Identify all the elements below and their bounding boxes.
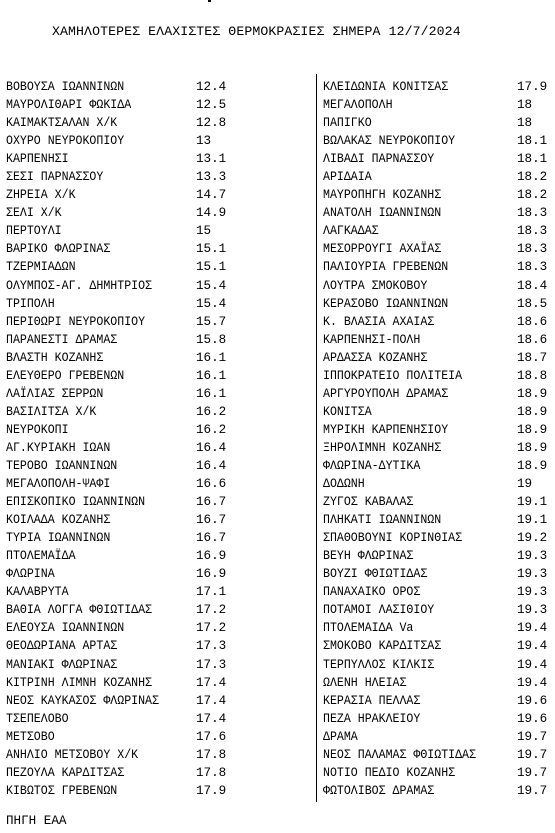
station-temperature: 18.3 — [517, 224, 548, 239]
station-name: ΠΑΡΑΝΕΣΤΙ ΔΡΑΜΑΣ — [6, 332, 118, 347]
station-row — [6, 240, 310, 258]
station-row — [323, 168, 553, 186]
station-row — [6, 258, 310, 276]
station-row — [6, 746, 310, 764]
station-row — [6, 637, 310, 655]
station-row — [6, 132, 310, 150]
station-temperature: 19.1 — [517, 513, 548, 528]
station-row — [323, 186, 553, 204]
station-temperature: 17.2 — [196, 603, 227, 618]
station-temperature: 18.6 — [517, 332, 548, 347]
station-temperature: 17.9 — [517, 80, 548, 94]
station-row — [323, 150, 553, 168]
station-row — [6, 782, 310, 800]
station-row — [323, 439, 553, 457]
station-row — [323, 710, 553, 728]
station-name: ΩΛΕΝΗ ΗΛΕΙΑΣ — [323, 675, 407, 690]
station-row — [6, 493, 310, 511]
station-temperature: 16.7 — [196, 513, 227, 528]
station-name: ΠΑΝΑΧΑΙΚΟ ΟΡΟΣ — [323, 585, 421, 600]
station-row — [6, 367, 310, 385]
station-row — [323, 240, 553, 258]
station-name: ΒΑΘΙΑ ΛΟΓΓΑ ΦΘΙΩΤΙΔΑΣ — [6, 603, 153, 618]
station-name: ΠΑΛΙΟΥΡΙΑ ΓΡΕΒΕΝΩΝ — [323, 260, 449, 275]
station-name: ΚΑΛΑΒΡΥΤΑ — [6, 585, 69, 600]
station-name: ΑΡΔΑΣΣΑ ΚΟΖΑΝΗΣ — [323, 350, 428, 365]
station-name: ΜΑΥΡΟΛΙΘΑΡΙ ΦΩΚΙΔΑ — [6, 98, 132, 113]
station-name: ΚΑΡΠΕΝΗΣΙ-ΠΟΛΗ — [323, 332, 421, 347]
station-temperature: 19 — [517, 477, 533, 492]
station-temperature: 15.1 — [196, 242, 227, 257]
station-temperature: 15.7 — [196, 314, 227, 329]
station-name: ΛΑΪΛΙΑΣ ΣΕΡΡΩΝ — [6, 386, 104, 401]
station-temperature: 13.1 — [196, 152, 227, 167]
station-name: ΔΟΔΩΝΗ — [323, 477, 365, 492]
station-name: ΚΙΤΡΙΝΗ ΛΙΜΝΗ ΚΟΖΑΝΗΣ — [6, 675, 153, 690]
station-temperature: 16.1 — [196, 386, 227, 401]
station-row — [323, 349, 553, 367]
station-temperature: 14.7 — [196, 188, 227, 203]
station-temperature: 19.6 — [517, 711, 548, 726]
station-row — [323, 367, 553, 385]
station-name: ΒΕΥΗ ΦΛΩΡΙΝΑΣ — [323, 549, 414, 564]
station-name: ΕΠΙΣΚΟΠΙΚΟ ΙΩΑΝΝΙΝΩΝ — [6, 495, 146, 510]
station-temperature: 19.4 — [517, 621, 548, 636]
station-temperature: 18.2 — [517, 188, 548, 203]
station-row — [323, 493, 553, 511]
station-row — [323, 475, 553, 493]
station-row — [6, 728, 310, 746]
station-row — [6, 601, 310, 619]
station-temperature: 15.4 — [196, 278, 227, 293]
right-station-list — [323, 78, 553, 800]
station-row — [6, 403, 310, 421]
station-row — [6, 186, 310, 204]
station-name: ΔΡΑΜΑ — [323, 729, 358, 744]
station-name: ΤΣΕΠΕΛΟΒΟ — [6, 711, 69, 726]
station-row — [323, 258, 553, 276]
station-row — [6, 313, 310, 331]
station-row — [323, 746, 553, 764]
station-name: ΖΗΡΕΙΑ Χ/Κ — [6, 188, 76, 203]
station-row — [6, 277, 310, 295]
station-name: ΒΩΛΑΚΑΣ ΝΕΥΡΟΚΟΠΙΟΥ — [323, 134, 456, 149]
station-name: ΠΟΤΑΜΟΙ ΛΑΣΙΘΙΟΥ — [323, 603, 435, 618]
station-name: ΚΟΙΛΑΔΑ ΚΟΖΑΝΗΣ — [6, 513, 111, 528]
station-row — [6, 204, 310, 222]
station-name: ΚΕΡΑΣΙΑ ΠΕΛΛΑΣ — [323, 693, 421, 708]
station-name: ΑΝΑΤΟΛΗ ΙΩΑΝΝΙΝΩΝ — [323, 206, 442, 221]
station-name: ΠΕΡΙΘΩΡΙ ΝΕΥΡΟΚΟΠΙΟΥ — [6, 314, 146, 329]
station-name: ΚΛΕΙΔΩΝΙΑ ΚΟΝΙΤΣΑΣ — [323, 80, 449, 94]
station-name: ΣΠΑΘΟΒΟΥΝΙ ΚΟΡΙΝΘΙΑΣ — [323, 531, 463, 546]
station-name: ΝΟΤΙΟ ΠΕΔΙΟ ΚΟΖΑΝΗΣ — [323, 765, 456, 780]
station-row — [6, 168, 310, 186]
station-temperature: 16.1 — [196, 368, 227, 383]
station-temperature: 18.9 — [517, 458, 548, 473]
station-temperature: 16.4 — [196, 440, 227, 455]
station-name: ΣΜΟΚΟΒΟ ΚΑΡΔΙΤΣΑΣ — [323, 639, 442, 654]
station-temperature: 13.3 — [196, 170, 227, 185]
station-name: ΤΡΙΠΟΛΗ — [6, 296, 55, 311]
station-temperature: 14.9 — [196, 206, 227, 221]
station-temperature: 19.6 — [517, 693, 548, 708]
top-edge-mark — [208, 0, 211, 2]
station-name: ΒΛΑΣΤΗ ΚΟΖΑΝΗΣ — [6, 350, 104, 365]
station-temperature: 12.5 — [196, 98, 227, 113]
station-temperature: 18.3 — [517, 260, 548, 275]
station-row — [323, 674, 553, 692]
station-row — [323, 619, 553, 637]
station-temperature: 18.4 — [517, 278, 548, 293]
column-divider — [316, 74, 317, 802]
station-row — [323, 78, 553, 96]
station-row — [6, 656, 310, 674]
station-row — [323, 403, 553, 421]
station-row — [6, 583, 310, 601]
station-name: ΚΑΙΜΑΚΤΣΑΛΑΝ Χ/Κ — [6, 116, 118, 131]
station-name: ΛΙΒΑΔΙ ΠΑΡΝΑΣΣΟΥ — [323, 152, 435, 167]
station-name: ΕΛΕΟΥΣΑ ΙΩΑΝΝΙΝΩΝ — [6, 621, 125, 636]
station-temperature: 17.4 — [196, 693, 227, 708]
station-temperature: 19.7 — [517, 729, 548, 744]
station-temperature: 19.4 — [517, 675, 548, 690]
station-row — [6, 475, 310, 493]
station-row — [323, 529, 553, 547]
station-temperature: 18 — [517, 116, 533, 131]
station-temperature: 18.9 — [517, 386, 548, 401]
station-row — [323, 637, 553, 655]
station-row — [323, 565, 553, 583]
station-name: ΚΕΡΑΣΟΒΟ ΙΩΑΝΝΙΝΩΝ — [323, 296, 449, 311]
station-name: ΑΓ.ΚΥΡΙΑΚΗ ΙΩΑΝ — [6, 440, 111, 455]
station-temperature: 18.9 — [517, 404, 548, 419]
station-name: ΜΕΤΣΟΒΟ — [6, 729, 55, 744]
station-temperature: 17.2 — [196, 621, 227, 636]
station-row — [323, 204, 553, 222]
station-row — [323, 511, 553, 529]
page-title: ΧΑΜΗΛΟΤΕΡΕΣ ΕΛΑΧΙΣΤΕΣ ΘΕΡΜΟΚΡΑΣΙΕΣ ΣΗΜΕΡΑ 12/7/2024 — [52, 24, 461, 39]
station-temperature: 19.7 — [517, 765, 548, 780]
station-name: ΦΩΤΟΛΙΒΟΣ ΔΡΑΜΑΣ — [323, 783, 435, 798]
station-name: ΒΟΥΖΙ ΦΘΙΩΤΙΔΑΣ — [323, 567, 428, 582]
left-station-list — [6, 78, 310, 800]
station-row — [6, 222, 310, 240]
station-temperature: 18.7 — [517, 350, 548, 365]
station-temperature: 16.9 — [196, 567, 227, 582]
station-temperature: 19.3 — [517, 549, 548, 564]
station-name: ΜΕΓΑΛΟΠΟΛΗ-ΨΑΦΙ — [6, 477, 111, 492]
station-name: ΚΑΡΠΕΝΗΣΙ — [6, 152, 69, 167]
station-name: ΚΙΒΩΤΟΣ ΓΡΕΒΕΝΩΝ — [6, 783, 118, 798]
station-row — [6, 674, 310, 692]
station-temperature: 18.1 — [517, 152, 548, 167]
station-temperature: 12.4 — [196, 80, 227, 94]
station-name: ΠΕΡΤΟΥΛΙ — [6, 224, 62, 239]
station-temperature: 16.7 — [196, 531, 227, 546]
station-row — [323, 96, 553, 114]
station-row — [323, 728, 553, 746]
station-temperature: 15.4 — [196, 296, 227, 311]
station-row — [323, 132, 553, 150]
station-temperature: 15.1 — [196, 260, 227, 275]
station-name: ΦΛΩΡΙΝΑ — [6, 567, 55, 582]
station-name: ΜΕΓΑΛΟΠΟΛΗ — [323, 98, 393, 113]
station-row — [6, 457, 310, 475]
station-temperature: 19.7 — [517, 747, 548, 762]
station-name: ΤΕΡΟΒΟ ΙΩΑΝΝΙΝΩΝ — [6, 458, 118, 473]
station-name: ΠΑΠΙΓΚΟ — [323, 116, 372, 131]
station-temperature: 16.2 — [196, 404, 227, 419]
station-row — [323, 277, 553, 295]
station-name: ΛΟΥΤΡΑ ΣΜΟΚΟΒΟΥ — [323, 278, 428, 293]
station-temperature: 15 — [196, 224, 212, 239]
station-name: ΤΥΡΙΑ ΙΩΑΝΝΙΝΩΝ — [6, 531, 111, 546]
station-temperature: 18.3 — [517, 242, 548, 257]
station-row — [323, 421, 553, 439]
station-row — [323, 656, 553, 674]
station-temperature: 18.3 — [517, 206, 548, 221]
station-temperature: 19.1 — [517, 495, 548, 510]
station-temperature: 19.7 — [517, 783, 548, 798]
station-row — [6, 96, 310, 114]
station-name: ΟΧΥΡΟ ΝΕΥΡΟΚΟΠΙΟΥ — [6, 134, 125, 149]
station-temperature: 17.3 — [196, 657, 227, 672]
station-temperature: 16.7 — [196, 495, 227, 510]
station-temperature: 17.8 — [196, 765, 227, 780]
station-row — [6, 529, 310, 547]
station-row — [6, 511, 310, 529]
station-temperature: 18.8 — [517, 368, 548, 383]
station-name: ΜΑΥΡΟΠΗΓΗ ΚΟΖΑΝΗΣ — [323, 188, 442, 203]
station-row — [323, 782, 553, 800]
station-temperature: 18.6 — [517, 314, 548, 329]
station-temperature: 18.9 — [517, 422, 548, 437]
station-temperature: 19.4 — [517, 657, 548, 672]
station-temperature: 16.1 — [196, 350, 227, 365]
station-row — [6, 547, 310, 565]
station-row — [6, 710, 310, 728]
station-temperature: 19.3 — [517, 567, 548, 582]
station-row — [6, 295, 310, 313]
station-name: ΚΟΝΙΤΣΑ — [323, 404, 372, 419]
station-name: ΠΕΖΑ ΗΡΑΚΛΕΙΟΥ — [323, 711, 421, 726]
station-temperature: 18.1 — [517, 134, 548, 149]
station-temperature: 16.4 — [196, 458, 227, 473]
station-row — [6, 421, 310, 439]
station-row — [323, 692, 553, 710]
station-name: ΝΕΥΡΟΚΟΠΙ — [6, 422, 69, 437]
station-name: ΙΠΠΟΚΡΑΤΕΙΟ ΠΟΛΙΤΕΙΑ — [323, 368, 463, 383]
station-row — [6, 150, 310, 168]
station-name: ΑΝΗΛΙΟ ΜΕΤΣΟΒΟΥ Χ/Κ — [6, 747, 139, 762]
station-temperature: 17.1 — [196, 585, 227, 600]
station-name: ΝΕΟΣ ΚΑΥΚΑΣΟΣ ΦΛΩΡΙΝΑΣ — [6, 693, 159, 708]
station-temperature: 19.4 — [517, 639, 548, 654]
station-name: ΒΟΒΟΥΣΑ ΙΩΑΝΝΙΝΩΝ — [6, 80, 125, 94]
station-temperature: 16.6 — [196, 477, 227, 492]
station-name: ΛΑΓΚΑΔΑΣ — [323, 224, 379, 239]
station-temperature: 19.3 — [517, 603, 548, 618]
station-name: ΣΕΣΙ ΠΑΡΝΑΣΣΟΥ — [6, 170, 104, 185]
station-row — [6, 114, 310, 132]
station-temperature: 17.6 — [196, 729, 227, 744]
station-temperature: 12.8 — [196, 116, 227, 131]
station-temperature: 15.8 — [196, 332, 227, 347]
station-temperature: 17.4 — [196, 711, 227, 726]
station-name: ΣΕΛΙ Χ/Κ — [6, 206, 62, 221]
station-name: ΖΥΓΟΣ ΚΑΒΑΛΑΣ — [323, 495, 414, 510]
station-temperature: 18.2 — [517, 170, 548, 185]
station-temperature: 16.9 — [196, 549, 227, 564]
station-row — [6, 385, 310, 403]
station-name: ΕΛΕΥΘΕΡΟ ΓΡΕΒΕΝΩΝ — [6, 368, 125, 383]
station-row — [323, 583, 553, 601]
station-row — [6, 349, 310, 367]
station-row — [323, 547, 553, 565]
station-row — [323, 385, 553, 403]
station-name: ΒΑΣΙΛΙΤΣΑ Χ/Κ — [6, 404, 97, 419]
station-temperature: 18.5 — [517, 296, 548, 311]
station-name: ΝΕΟΣ ΠΑΛΑΜΑΣ ΦΘΙΩΤΙΔΑΣ — [323, 747, 476, 762]
station-row — [6, 692, 310, 710]
station-name: ΠΛΗΚΑΤΙ ΙΩΑΝΝΙΝΩΝ — [323, 513, 442, 528]
source-note: ΠΗΓΗ ΕΑΑ — [6, 814, 67, 828]
station-temperature: 17.9 — [196, 783, 227, 798]
station-row — [6, 78, 310, 96]
station-row — [323, 764, 553, 782]
station-temperature: 17.8 — [196, 747, 227, 762]
station-name: ΑΡΓΥΡΟΥΠΟΛΗ ΔΡΑΜΑΣ — [323, 386, 449, 401]
station-temperature: 19.3 — [517, 585, 548, 600]
station-temperature: 13 — [196, 134, 212, 149]
station-temperature: 17.3 — [196, 639, 227, 654]
station-name: ΘΕΟΔΩΡΙΑΝΑ ΑΡΤΑΣ — [6, 639, 118, 654]
station-name: ΜΥΡΙΚΗ ΚΑΡΠΕΝΗΣΙΟΥ — [323, 422, 449, 437]
station-row — [6, 565, 310, 583]
station-row — [6, 331, 310, 349]
station-row — [323, 331, 553, 349]
station-name: ΜΕΣΟΡΡΟΥΓΙ ΑΧΑΪΑΣ — [323, 242, 442, 257]
station-temperature: 17.4 — [196, 675, 227, 690]
station-name: ΠΤΟΛΕΜΑΪΔΑ — [6, 549, 76, 564]
station-row — [323, 114, 553, 132]
station-temperature: 19.2 — [517, 531, 548, 546]
station-name: ΦΛΩΡΙΝΑ-ΔΥΤΙΚΑ — [323, 458, 421, 473]
station-name: ΤΕΡΠΥΛΛΟΣ ΚΙΛΚΙΣ — [323, 657, 435, 672]
station-name: ΞΗΡΟΛΙΜΝΗ ΚΟΖΑΝΗΣ — [323, 440, 442, 455]
station-row — [323, 295, 553, 313]
station-row — [6, 764, 310, 782]
station-temperature: 18 — [517, 98, 533, 113]
station-name: Κ. ΒΛΑΣΙΑ ΑΧΑΙΑΣ — [323, 314, 435, 329]
station-name: ΤΖΕΡΜΙΑΔΩΝ — [6, 260, 76, 275]
station-name: ΜΑΝΙΑΚΙ ΦΛΩΡΙΝΑΣ — [6, 657, 118, 672]
station-name: ΑΡΙΔΑΙΑ — [323, 170, 372, 185]
station-row — [323, 457, 553, 475]
station-name: ΠΕΖΟΥΛΑ ΚΑΡΔΙΤΣΑΣ — [6, 765, 125, 780]
station-name: ΟΛΥΜΠΟΣ-ΑΓ. ΔΗΜΗΤΡΙΟΣ — [6, 278, 153, 293]
station-temperature: 16.2 — [196, 422, 227, 437]
station-row — [6, 439, 310, 457]
station-row — [323, 313, 553, 331]
station-row — [323, 601, 553, 619]
station-row — [6, 619, 310, 637]
station-name: ΒΑΡΙΚΟ ΦΛΩΡΙΝΑΣ — [6, 242, 111, 257]
station-row — [323, 222, 553, 240]
station-name: ΠΤΟΛΕΜΑΙΔΑ Va — [323, 621, 414, 636]
station-temperature: 18.9 — [517, 440, 548, 455]
